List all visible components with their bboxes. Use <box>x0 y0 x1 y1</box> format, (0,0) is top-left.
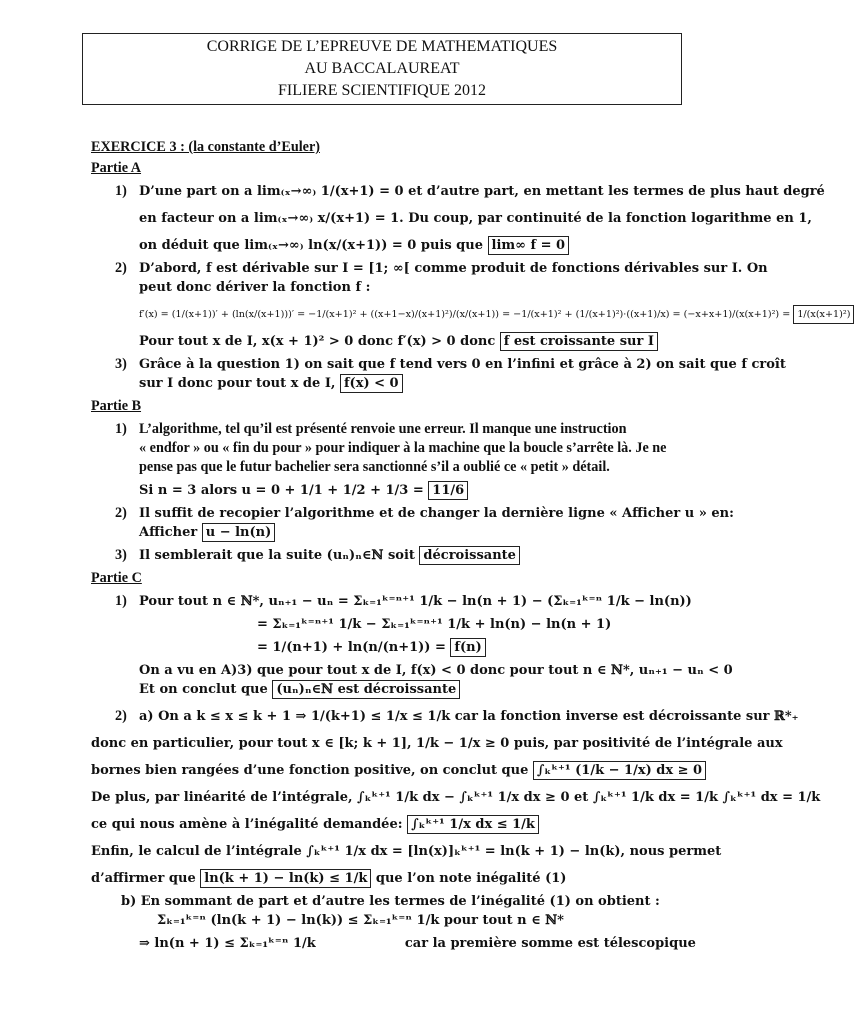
text-segment: sur I donc pour tout x de I, <box>139 376 336 391</box>
result-box: u − ln(n) <box>202 523 276 542</box>
text-segment: Pour tout x de I, x(x + 1)² > 0 donc f′(x) > 0 donc <box>139 334 496 349</box>
document-body <box>91 138 851 953</box>
text-line: Σₖ₌₁ᵏ⁼ⁿ (ln(k + 1) − ln(k)) ≤ Σₖ₌₁ᵏ⁼ⁿ 1/k pour tout n ∈ ℕ* <box>157 913 564 928</box>
text-line: Enfin, le calcul de l’intégrale ∫ₖᵏ⁺¹ 1/x dx = [ln(x)]ₖᵏ⁺¹ = ln(k + 1) − ln(k), nous permet <box>91 844 722 859</box>
result-box: ∫ₖᵏ⁺¹ (1/k − 1/x) dx ≥ 0 <box>533 761 706 780</box>
result-box: f(n) <box>450 638 485 657</box>
text-line <box>139 546 691 565</box>
text-line: b) En sommant de part et d’autre les termes de l’inégalité (1) on obtient : <box>121 894 660 909</box>
text-segment: ce qui nous amène à l’inégalité demandée: <box>91 817 403 832</box>
part-b-question-3 <box>91 546 691 565</box>
text-segment: d’affirmer que <box>91 871 196 886</box>
text-line <box>139 332 691 351</box>
header-box <box>82 33 682 105</box>
text-line: Pour tout n ∈ ℕ*, uₙ₊₁ − uₙ = Σₖ₌₁ᵏ⁼ⁿ⁺¹ 1/k − ln(n + 1) − (Σₖ₌₁ᵏ⁼ⁿ 1/k − ln(n)) <box>139 594 692 609</box>
text-line <box>139 374 691 393</box>
result-box: décroissante <box>419 546 520 565</box>
question-number: 1) <box>115 593 127 609</box>
result-box: f(x) < 0 <box>340 374 403 393</box>
question-number: 2) <box>115 505 127 521</box>
question-number: 1) <box>115 183 127 199</box>
equation-text: f′(x) = (1/(x+1))′ + (ln(x/(x+1)))′ = −1/(x+1)² + ((x+1−x)/(x+1)²)/(x/(x+1)) = −1/(x+1)² + (1/(x+1)²)·((x+1)/x) = (−x+x+1)/(x(x+1)²) = <box>139 309 791 320</box>
text-segment: ⇒ ln(n + 1) ≤ Σₖ₌₁ᵏ⁼ⁿ 1/k <box>139 936 316 951</box>
part-a-question-1 <box>91 182 825 255</box>
question-number: 1) <box>115 421 127 437</box>
text-line: en facteur on a lim₍ₓ→∞₎ x/(x+1) = 1. Du coup, par continuité de la fonction logarithme en 1, <box>139 211 812 226</box>
header-line-1: CORRIGE DE L’EPREUVE DE MATHEMATIQUES <box>206 38 558 55</box>
text-line: D’abord, f est dérivable sur I = [1; ∞[ comme produit de fonctions dérivables sur I. On <box>139 261 768 276</box>
text-segment: car la première somme est télescopique <box>404 936 696 951</box>
text-line <box>139 481 691 500</box>
text-line: L’algorithme, tel qu’il est présenté renvoie une erreur. Il manque une instruction <box>139 421 627 437</box>
derivative-equation <box>139 305 851 324</box>
text-segment: Et on conclut que <box>139 682 268 697</box>
question-number: 3) <box>115 547 127 563</box>
result-box: f est croissante sur I <box>500 332 658 351</box>
text-segment: Si n = 3 alors u = 0 + 1/1 + 1/2 + 1/3 = <box>139 483 424 498</box>
question-number: 2) <box>115 708 127 724</box>
result-box: 11/6 <box>428 481 468 500</box>
result-box: lim∞ f = 0 <box>488 236 570 255</box>
text-line: D’une part on a lim₍ₓ→∞₎ 1/(x+1) = 0 et d’autre part, en mettant les termes de plus haut degré <box>139 184 825 199</box>
text-line: Grâce à la question 1) on sait que f tend vers 0 en l’infini et grâce à 2) on sait que f croît <box>139 357 786 372</box>
text-line: « endfor » ou « fin du pour » pour indiquer à la machine que la boucle s’arrête là. Je ne <box>139 440 667 456</box>
text-line: = Σₖ₌₁ᵏ⁼ⁿ⁺¹ 1/k − Σₖ₌₁ᵏ⁼ⁿ⁺¹ 1/k + ln(n) − ln(n + 1) <box>257 617 612 632</box>
text-line: De plus, par linéarité de l’intégrale, ∫ₖᵏ⁺¹ 1/k dx − ∫ₖᵏ⁺¹ 1/x dx ≥ 0 et ∫ₖᵏ⁺¹ 1/k dx = 1/k ∫ₖᵏ⁺¹ dx = 1/k <box>91 790 821 805</box>
text-segment: Afficher <box>139 525 198 540</box>
text-line <box>91 869 691 888</box>
header-line-2: AU BACCALAUREAT <box>304 60 460 77</box>
result-box: ∫ₖᵏ⁺¹ 1/x dx ≤ 1/k <box>407 815 539 834</box>
text-line <box>91 815 691 834</box>
text-line: pense pas que le futur bachelier sera sanctionné s’il a oublié ce « petit » détail. <box>139 459 610 475</box>
part-c-question-1 <box>91 592 733 699</box>
text-segment: on déduit que lim₍ₓ→∞₎ ln(x/(x+1)) = 0 puis que <box>139 238 483 253</box>
result-box: 1/(x(x+1)²) <box>793 305 854 324</box>
part-c-question-2 <box>91 707 799 726</box>
exercise-title: EXERCICE 3 : (la constante d’Euler) <box>91 139 320 155</box>
text-line <box>139 638 691 657</box>
text-line <box>91 761 703 780</box>
result-box: (uₙ)ₙ∈ℕ est décroissante <box>272 680 460 699</box>
part-b-question-2 <box>91 504 734 542</box>
text-segment: = 1/(n+1) + ln(n/(n+1)) = <box>257 640 446 655</box>
text-segment: que l’on note inégalité (1) <box>375 871 567 886</box>
text-line <box>139 680 691 699</box>
text-line: Il suffit de recopier l’algorithme et de changer la dernière ligne « Afficher u » en: <box>139 506 734 521</box>
part-a-question-3 <box>91 355 786 393</box>
text-segment: bornes bien rangées d’une fonction positive, on conclut que <box>91 763 529 778</box>
part-a-heading: Partie A <box>91 160 142 176</box>
text-line <box>91 934 696 953</box>
question-number: 3) <box>115 356 127 372</box>
text-line <box>139 523 691 542</box>
header-line-3: FILIERE SCIENTIFIQUE 2012 <box>278 82 486 99</box>
question-number: 2) <box>115 260 127 276</box>
text-line: peut donc dériver la fonction f : <box>139 280 371 295</box>
result-box: ln(k + 1) − ln(k) ≤ 1/k <box>200 869 371 888</box>
part-b-question-1 <box>91 420 691 500</box>
text-line: donc en particulier, pour tout x ∈ [k; k + 1], 1/k − 1/x ≥ 0 puis, par positivité de l’intégrale aux <box>91 736 783 751</box>
part-c-heading: Partie C <box>91 570 142 586</box>
part-b-heading: Partie B <box>91 398 142 414</box>
part-a-question-2 <box>91 259 851 351</box>
text-line: On a vu en A)3) que pour tout x de I, f(x) < 0 donc pour tout n ∈ ℕ*, uₙ₊₁ − uₙ < 0 <box>139 663 733 678</box>
text-line <box>139 236 691 255</box>
text-segment: Il semblerait que la suite (uₙ)ₙ∈ℕ soit <box>139 548 415 563</box>
text-line: a) On a k ≤ x ≤ k + 1 ⇒ 1/(k+1) ≤ 1/x ≤ 1/k car la fonction inverse est décroissante sur ℝ*₊ <box>139 709 799 724</box>
